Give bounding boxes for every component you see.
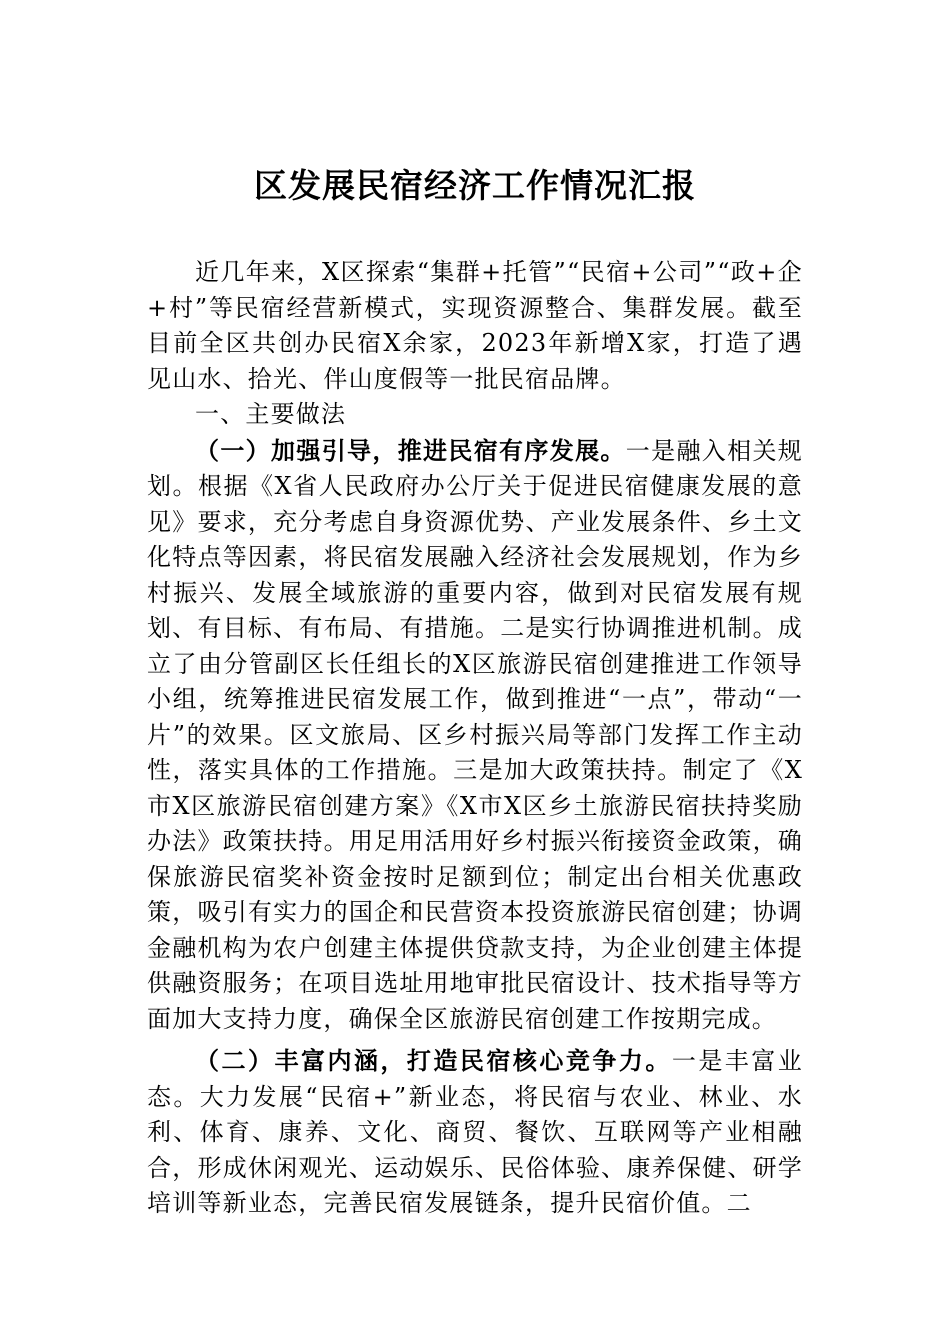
section-heading: 一、主要做法 — [195, 400, 347, 428]
subsection-1-paragraph — [147, 433, 803, 1038]
subsection-2-lead: （二）丰富内涵，打造民宿核心竞争力。 — [195, 1046, 672, 1075]
document-body — [147, 255, 803, 1222]
subsection-1-lead: （一）加强引导，推进民宿有序发展。 — [195, 435, 626, 465]
subsection-1-text: 一是融入相关规划。根据《X省人民政府办公厅关于促进民宿健康发展的意见》要求，充分考虑自身资源优势、产业发展条件、乡土文化特点等因素，将民宿发展融入经济社会发展规划，作为乡村振兴、发展全域旅游的重要内容，做到对民宿发展有规划、有目标、有布局、有措施。二是实行协调推进机制。成立了由分管副区长任组长的X区旅游民宿创建推进工作领导小组，统筹推进民宿发展工作，做到推进“一点”，带动“一片”的效果。区文旅局、区乡村振兴局等部门发挥工作主动性，落实具体的工作措施。三是加大政策扶持。制定了《X市X区旅游民宿创建方案》《X市X区乡土旅游民宿扶持奖励办法》政策扶持。用足用活用好乡村振兴衔接资金政策，确保旅游民宿奖补资金按时足额到位；制定出台相关优惠政策，吸引有实力的国企和民营资本投资旅游民宿创建；协调金融机构为农户创建主体提供贷款支持，为企业创建主体提供融资服务；在项目选址用地审批民宿设计、技术指导等方面加大支持力度，确保全区旅游民宿创建工作按期完成。 — [147, 436, 803, 1033]
subsection-2-text: 一是丰富业态。大力发展“民宿+”新业态，将民宿与农业、林业、水利、体育、康养、文化、商贸、餐饮、互联网等产业相融合，形成休闲观光、运动娱乐、民俗体验、康养保健、研学培训等新业态，完善民宿发展链条，提升民宿价值。二 — [147, 1047, 803, 1217]
document-title: 区发展民宿经济工作情况汇报 — [254, 166, 696, 205]
intro-paragraph: 近几年来，X区探索“集群+托管”“民宿+公司”“政+企+村”等民宿经营新模式，实现资源整合、集群发展。截至目前全区共创办民宿X余家，2023年新增X家，打造了遇见山水、拾光、伴山度假等一批民宿品牌。 — [147, 258, 803, 393]
subsection-2-paragraph — [147, 1043, 803, 1222]
